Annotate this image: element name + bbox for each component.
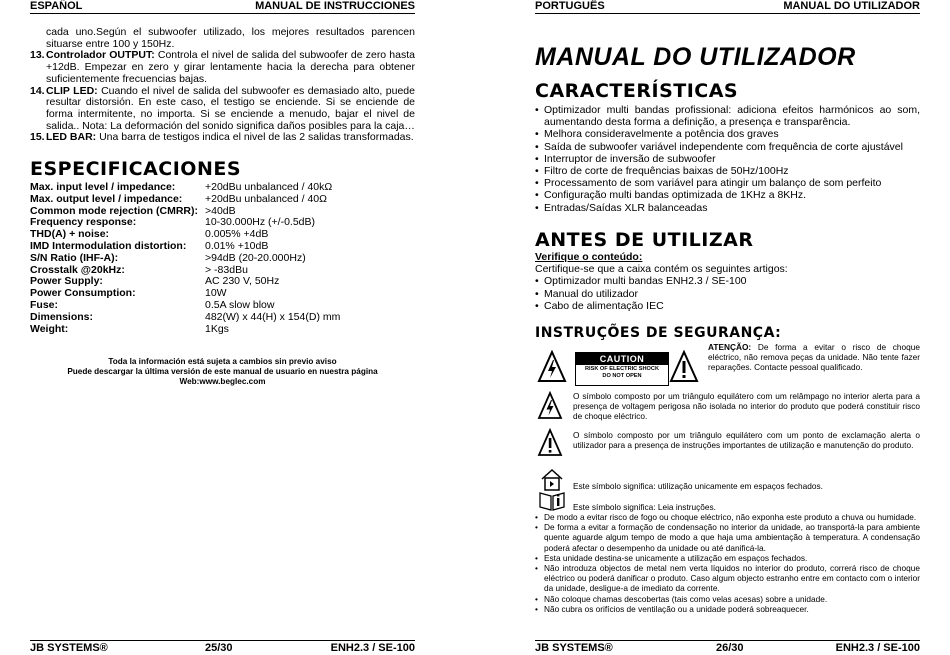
- spec-row: THD(A) + noise: 0.005% +4dB: [30, 228, 269, 241]
- spec-row: Frequency response: 10-30.000Hz (+/-0.5dB): [30, 216, 316, 229]
- right-header-manual-title: MANUAL DO UTILIZADOR: [783, 0, 920, 12]
- left-footer: [30, 640, 415, 655]
- spec-row: Max. output level / impedance: +20dBu unbalanced / 40Ω: [30, 192, 327, 205]
- list-item: • Não introduza objectos de metal nem verta líquidos no interior do produto, correrá risco de choque eléctrico ou poderá danificar o produto. Caso algum objecto estranho entre em contacto com o interior da unidade, desligue-a de imediato da corrente.: [535, 563, 920, 594]
- spec-row: Crosstalk @20kHz: > -83dBu: [30, 263, 248, 276]
- list-item: 15. LED BAR: Una barra de testigos indica el nivel de las 2 salidas transformadas.: [30, 131, 414, 144]
- right-header: [535, 0, 920, 14]
- list-item: • Cabo de alimentação IEC: [535, 300, 920, 312]
- list-item: • Configuração multi bandas optimizada de 1KHz a 8KHz.: [535, 189, 920, 201]
- list-item: • De forma a evitar a formação de condensação no interior da unidade, ao transportá-la para ambiente quente aguarde algum tempo de modo a que haja uma ambientação à temperatura. A condensação poderá afectar o desempenho da unidade ou até danificá-la.: [535, 522, 920, 553]
- features-list: [535, 104, 920, 214]
- list-item: • Não coloque chamas descobertas (tais como velas acesas) sobre a unidade.: [535, 594, 920, 604]
- list-item: • Saída de subwoofer variável independente com frequência de corte ajustável: [535, 141, 920, 153]
- exclamation-symbol-icon: [537, 428, 563, 457]
- indoor-use-text: Este símbolo significa: utilização unicamente em espaços fechados.: [573, 481, 823, 491]
- footer-brand: JB SYSTEMS®: [30, 642, 108, 654]
- spec-row: Power Supply: AC 230 V, 50Hz: [30, 275, 280, 288]
- spec-row: IMD Intermodulation distortion: 0.01% +10dB: [30, 239, 269, 252]
- electric-shock-warning-icon: [537, 350, 567, 383]
- left-page: [0, 0, 475, 654]
- safety-bullets: [535, 512, 920, 614]
- footer-brand: JB SYSTEMS®: [535, 642, 613, 654]
- spec-heading: ESPECIFICACIONES: [30, 158, 242, 180]
- spec-table: [30, 181, 415, 334]
- caution-subtext-1: RISK OF ELECTRIC SHOCK: [585, 366, 659, 372]
- left-header-language: ESPAÑOL: [30, 0, 83, 12]
- spec-row: Fuse: 0.5A slow blow: [30, 298, 275, 311]
- spec-row: Common mode rejection (CMRR): >40dB: [30, 204, 236, 217]
- left-header-manual-title: MANUAL DE INSTRUCCIONES: [255, 0, 415, 12]
- exclamation-symbol-text: O símbolo composto por um triângulo equilátero com um ponto de exclamação alerta o utilizador para a presença de instruções importantes de utilização e manutenção do produto.: [573, 430, 920, 450]
- page-title: MANUAL DO UTILIZADOR: [535, 43, 856, 71]
- list-item: • Esta unidade destina-se unicamente a utilização em espaços fechados.: [535, 553, 920, 563]
- safety-heading: INSTRUÇÕES DE SEGURANÇA:: [535, 325, 782, 341]
- spec-row: Power Consumption: 10W: [30, 287, 227, 300]
- list-item: • Entradas/Saídas XLR balanceadas: [535, 202, 920, 214]
- list-item: • Manual do utilizador: [535, 288, 920, 300]
- right-footer: [535, 640, 920, 655]
- list-item: • Interruptor de inversão de subwoofer: [535, 153, 920, 165]
- read-instructions-text: Este símbolo significa: Leia instruções.: [573, 502, 716, 512]
- attention-label: ATENÇÃO:: [708, 342, 752, 352]
- caution-subtext-2: DO NOT OPEN: [602, 373, 642, 379]
- spec-row: Dimensions: 482(W) x 44(H) x 154(D) mm: [30, 310, 341, 323]
- continued-text: cada uno.Según el subwoofer utilizado, los mejores resultados parencen situarse entre 100 y 150Hz.: [46, 26, 415, 50]
- verify-text: Certifique-se que a caixa contém os seguintes artigos:: [535, 263, 788, 276]
- footer-model: ENH2.3 / SE-100: [835, 642, 920, 654]
- list-item: • Optimizador multi bandas profissional: adiciona efeitos harmónicos ao som, aumentando desta forma a definição, a presença e transparência.: [535, 104, 920, 128]
- indoor-use-house-icon: [540, 468, 564, 492]
- spec-row: S/N Ratio (IHF-A): >94dB (20-20.000Hz): [30, 251, 306, 264]
- footer-page-number: 25/30: [205, 642, 233, 654]
- item-label: Controlador OUTPUT:: [46, 49, 155, 62]
- contents-section: [535, 251, 920, 312]
- right-header-language: PORTUGUÊS: [535, 0, 605, 12]
- list-item: • Processamento de som variável para atingir um balanço de som perfeito: [535, 177, 920, 189]
- list-item: • Melhora consideravelmente a potência dos graves: [535, 128, 920, 140]
- spec-row: Weight: 1Kgs: [30, 322, 229, 335]
- left-body: [30, 27, 415, 144]
- footer-page-number: 26/30: [716, 642, 744, 654]
- caution-label: CAUTION: [576, 353, 668, 365]
- verify-label: Verifique o conteúdo:: [535, 251, 643, 263]
- note-line: Puede descargar la última versión de este manual de usuario en nuestra página: [67, 367, 378, 376]
- note-line: Web:www.beglec.com: [179, 377, 266, 386]
- before-use-heading: ANTES DE UTILIZAR: [535, 229, 754, 251]
- disclaimer-note: [30, 357, 415, 387]
- read-instructions-book-icon: [538, 490, 566, 512]
- lightning-symbol-icon: [537, 391, 563, 420]
- list-item: • Não cubra os orifícios de ventilação ou a unidade poderá sobreaquecer.: [535, 604, 920, 614]
- item-label: CLIP LED:: [46, 84, 98, 97]
- note-line: Toda la información está sujeta a cambios sin previo aviso: [108, 357, 337, 366]
- item-label: LED BAR:: [46, 131, 97, 144]
- list-item: • De modo a evitar risco de fogo ou choque eléctrico, não exponha este produto a chuva ou humidade.: [535, 512, 920, 522]
- list-item: 14. CLIP LED: Cuando el nivel de salida del subwoofer es demasiado alto, puede resultar distorsión. En este caso, el testigo se enciende. Si se enciende de forma intermitente, no importa. Si se enciende a menudo, bajar el nivel de salida.. Nota: La deformación del sonido significa daños posibles para la caja…: [30, 84, 415, 132]
- list-item: 13. Controlador OUTPUT: Controla el nivel de salida del subwoofer de zero hasta +12dB. Empezar en zero y girar lentamente hacia la derecha para obtener suficientemente frecuencias bajas.: [30, 49, 415, 85]
- lightning-symbol-text: O símbolo composto por um triângulo equilátero com um relâmpago no interior alerta para a presença de voltagem perigosa não isolada no interior do produto que poderá constituir risco de choque eléctrico.: [573, 391, 920, 421]
- list-item: • Optimizador multi bandas ENH2.3 / SE-100: [535, 275, 920, 287]
- right-page: [475, 0, 950, 654]
- attention-text: ATENÇÃO: De forma a evitar o risco de choque eléctrico, não remova peças da unidade. Não tente fazer reparações. Contacte pessoal qualificado.: [708, 342, 920, 372]
- list-item: • Filtro de corte de frequências baixas de 50Hz/100Hz: [535, 165, 920, 177]
- exclamation-warning-icon: [669, 350, 699, 383]
- footer-model: ENH2.3 / SE-100: [330, 642, 415, 654]
- features-heading: CARACTERÍSTICAS: [535, 80, 739, 102]
- left-header: [30, 0, 415, 14]
- spec-row: Max. input level / impedance: +20dBu unbalanced / 40kΩ: [30, 181, 333, 193]
- caution-label-box: [575, 352, 669, 386]
